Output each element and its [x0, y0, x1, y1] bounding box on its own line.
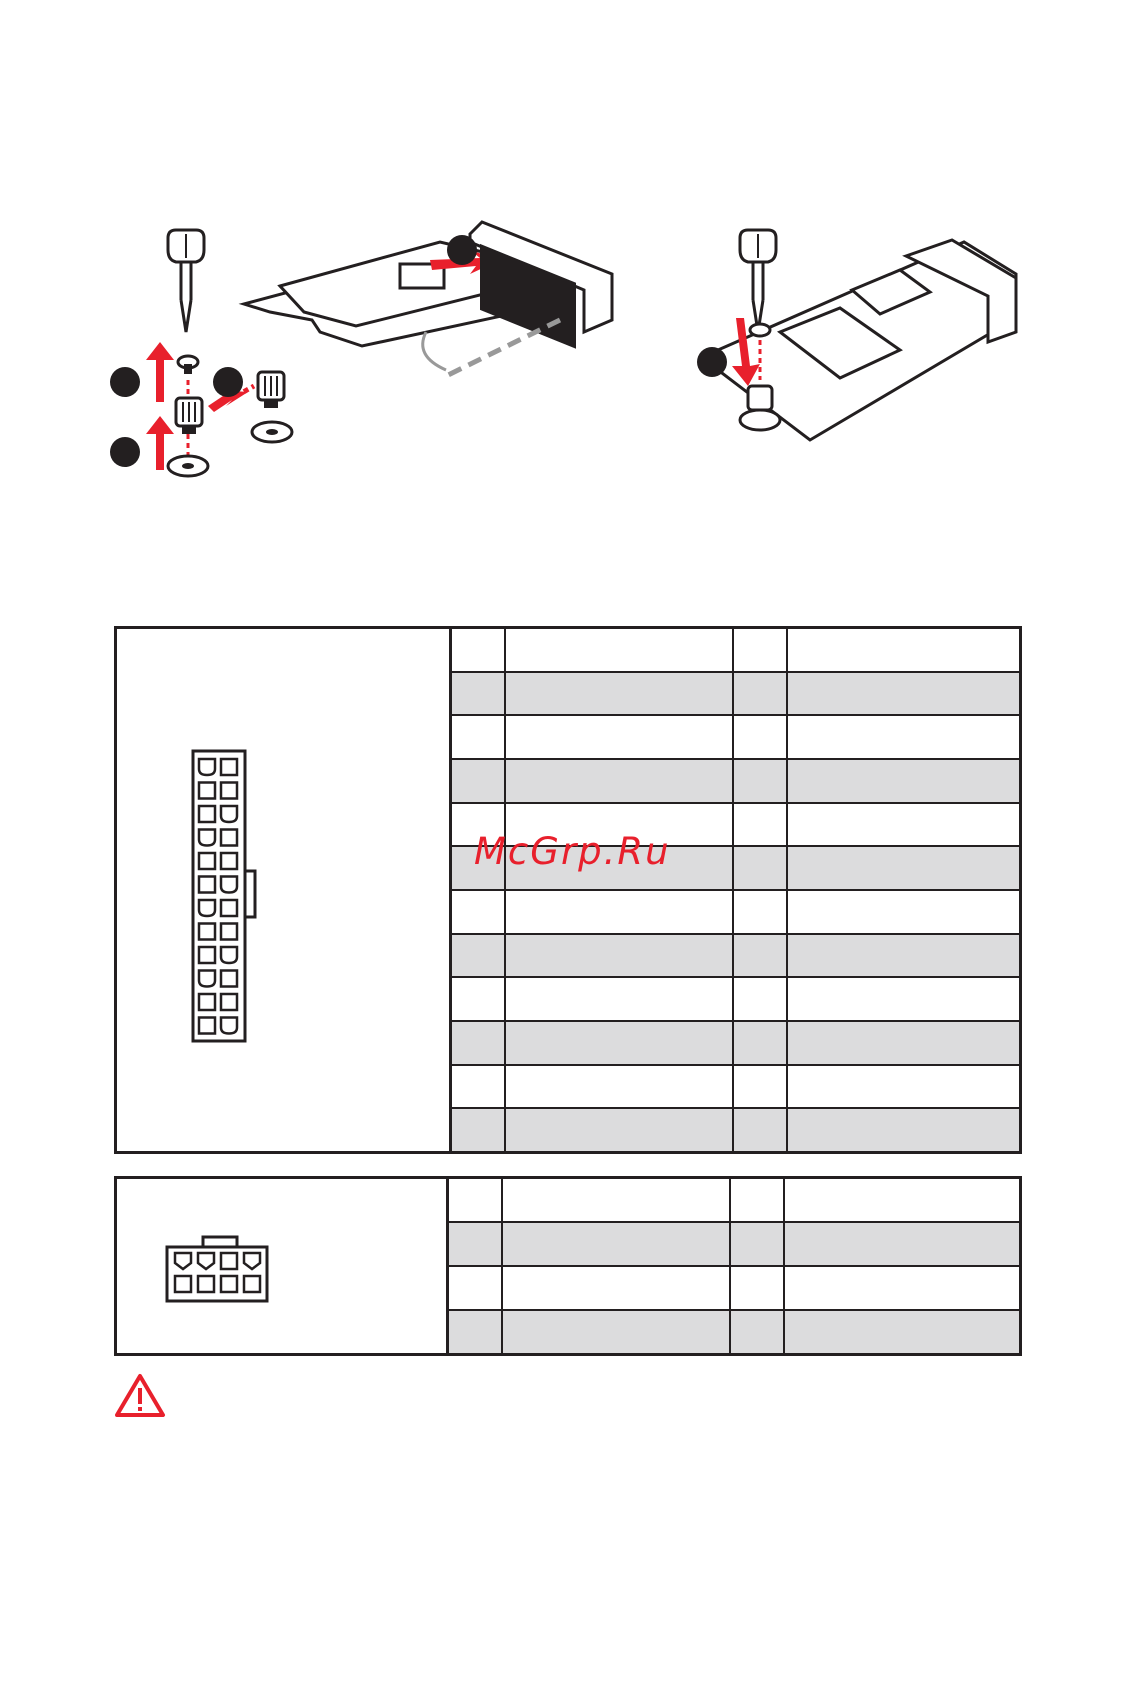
pin-number-cell [732, 629, 786, 671]
arrow-up-icon [146, 342, 174, 402]
pin-number-cell [732, 1109, 786, 1151]
atx-connector-cell [117, 629, 452, 1151]
signal-name-cell [504, 629, 732, 671]
signal-name-cell [786, 891, 1019, 933]
pin-number-cell [452, 935, 504, 977]
table-row [452, 758, 1019, 802]
connector-pin [199, 759, 215, 775]
table-row [452, 714, 1019, 758]
connector-pin [199, 877, 215, 893]
eps-connector-cell [117, 1179, 449, 1353]
washer-icon [168, 456, 208, 476]
table-row [452, 976, 1019, 1020]
signal-name-cell [786, 760, 1019, 802]
signal-name-cell [504, 1109, 732, 1151]
signal-name-cell [504, 935, 732, 977]
pin-number-cell [732, 673, 786, 715]
table-row [452, 1064, 1019, 1108]
signal-name-cell [783, 1179, 1019, 1221]
signal-name-cell [501, 1267, 729, 1309]
signal-name-cell [504, 716, 732, 758]
connector-pin [199, 806, 215, 822]
signal-name-cell [504, 760, 732, 802]
signal-name-cell [501, 1223, 729, 1265]
eps-pin-grid [449, 1179, 1019, 1353]
warning-icon [114, 1372, 166, 1418]
connector-pin [199, 924, 215, 940]
m2-installation-diagram [0, 220, 1135, 500]
pin-number-cell [732, 1022, 786, 1064]
connector-pin [199, 994, 215, 1010]
signal-name-cell [504, 978, 732, 1020]
connector-pin [199, 853, 215, 869]
pin-number-cell [732, 760, 786, 802]
pin-number-cell [449, 1267, 501, 1309]
screw-icon [178, 356, 198, 374]
signal-name-cell [501, 1179, 729, 1221]
watermark: McGrp.Ru [474, 830, 671, 873]
pin-number-cell [732, 847, 786, 889]
pin-number-cell [452, 1066, 504, 1108]
pin-number-cell [732, 978, 786, 1020]
signal-name-cell [504, 1066, 732, 1108]
eps-pin-table [114, 1176, 1022, 1356]
connector-pin [221, 947, 237, 963]
signal-name-cell [786, 673, 1019, 715]
standoff-icon [176, 398, 202, 434]
signal-name-cell [783, 1223, 1019, 1265]
connector-pin [221, 877, 237, 893]
screwdriver-icon [740, 230, 776, 332]
table-row [452, 671, 1019, 715]
connector-pin [221, 994, 237, 1010]
pin-number-cell [452, 978, 504, 1020]
pin-number-cell [449, 1223, 501, 1265]
connector-pin [199, 830, 215, 846]
signal-name-cell [783, 1267, 1019, 1309]
pin-number-cell [732, 716, 786, 758]
standoff-icon [258, 372, 284, 408]
pin-number-cell [452, 716, 504, 758]
pin-number-cell [449, 1179, 501, 1221]
pin-number-cell [452, 1109, 504, 1151]
connector-pin [221, 806, 237, 822]
table-row [452, 889, 1019, 933]
signal-name-cell [786, 847, 1019, 889]
pin-number-cell [452, 629, 504, 671]
connector-pin [199, 971, 215, 987]
connector-pin [244, 1276, 260, 1292]
table-row [452, 629, 1019, 671]
pin-number-cell [452, 760, 504, 802]
table-row [452, 933, 1019, 977]
table-row [449, 1309, 1019, 1353]
pin-number-cell [729, 1311, 783, 1353]
step-dot [697, 347, 727, 377]
connector-pin [198, 1276, 214, 1292]
atx-pin-table [114, 626, 1022, 1154]
connector-pin [221, 971, 237, 987]
pin-number-cell [449, 1311, 501, 1353]
connector-pin [221, 924, 237, 940]
signal-name-cell [786, 1022, 1019, 1064]
table-row [449, 1265, 1019, 1309]
table-row [452, 1107, 1019, 1151]
signal-name-cell [504, 891, 732, 933]
pin-number-cell [732, 891, 786, 933]
signal-name-cell [786, 935, 1019, 977]
step-dot [110, 437, 140, 467]
connector-pin [221, 1018, 237, 1034]
signal-name-cell [504, 673, 732, 715]
signal-name-cell [504, 1022, 732, 1064]
pin-number-cell [732, 935, 786, 977]
connector-pin [199, 947, 215, 963]
step-dot [110, 367, 140, 397]
connector-pin [221, 783, 237, 799]
pin-number-cell [732, 804, 786, 846]
screwdriver-icon [168, 230, 204, 332]
connector-pin [221, 1253, 237, 1269]
connector-pin [199, 1018, 215, 1034]
connector-pin [175, 1276, 191, 1292]
connector-pin [221, 759, 237, 775]
connector-pin [199, 900, 215, 916]
signal-name-cell [786, 804, 1019, 846]
washer-icon [252, 422, 292, 442]
table-row [449, 1221, 1019, 1265]
connector-pin [199, 783, 215, 799]
screw-icon [750, 324, 770, 336]
pin-number-cell [732, 1066, 786, 1108]
signal-name-cell [786, 1109, 1019, 1151]
signal-name-cell [501, 1311, 729, 1353]
atx-24pin-connector-icon [189, 749, 269, 1049]
signal-name-cell [786, 716, 1019, 758]
signal-name-cell [786, 978, 1019, 1020]
signal-name-cell [783, 1311, 1019, 1353]
table-row [449, 1179, 1019, 1221]
pin-number-cell [452, 1022, 504, 1064]
table-row [452, 1020, 1019, 1064]
signal-name-cell [786, 1066, 1019, 1108]
pin-number-cell [452, 673, 504, 715]
atx-pin-grid [452, 629, 1019, 1151]
pin-number-cell [729, 1223, 783, 1265]
pin-number-cell [729, 1179, 783, 1221]
signal-name-cell [786, 629, 1019, 671]
pin-number-cell [452, 891, 504, 933]
step-dot [213, 367, 243, 397]
connector-pin [221, 830, 237, 846]
connector-pin [221, 853, 237, 869]
connector-pin [221, 900, 237, 916]
pin-number-cell [729, 1267, 783, 1309]
connector-pin [221, 1276, 237, 1292]
eps-8pin-connector-icon [163, 1235, 273, 1305]
m2-card-icon [244, 242, 520, 346]
